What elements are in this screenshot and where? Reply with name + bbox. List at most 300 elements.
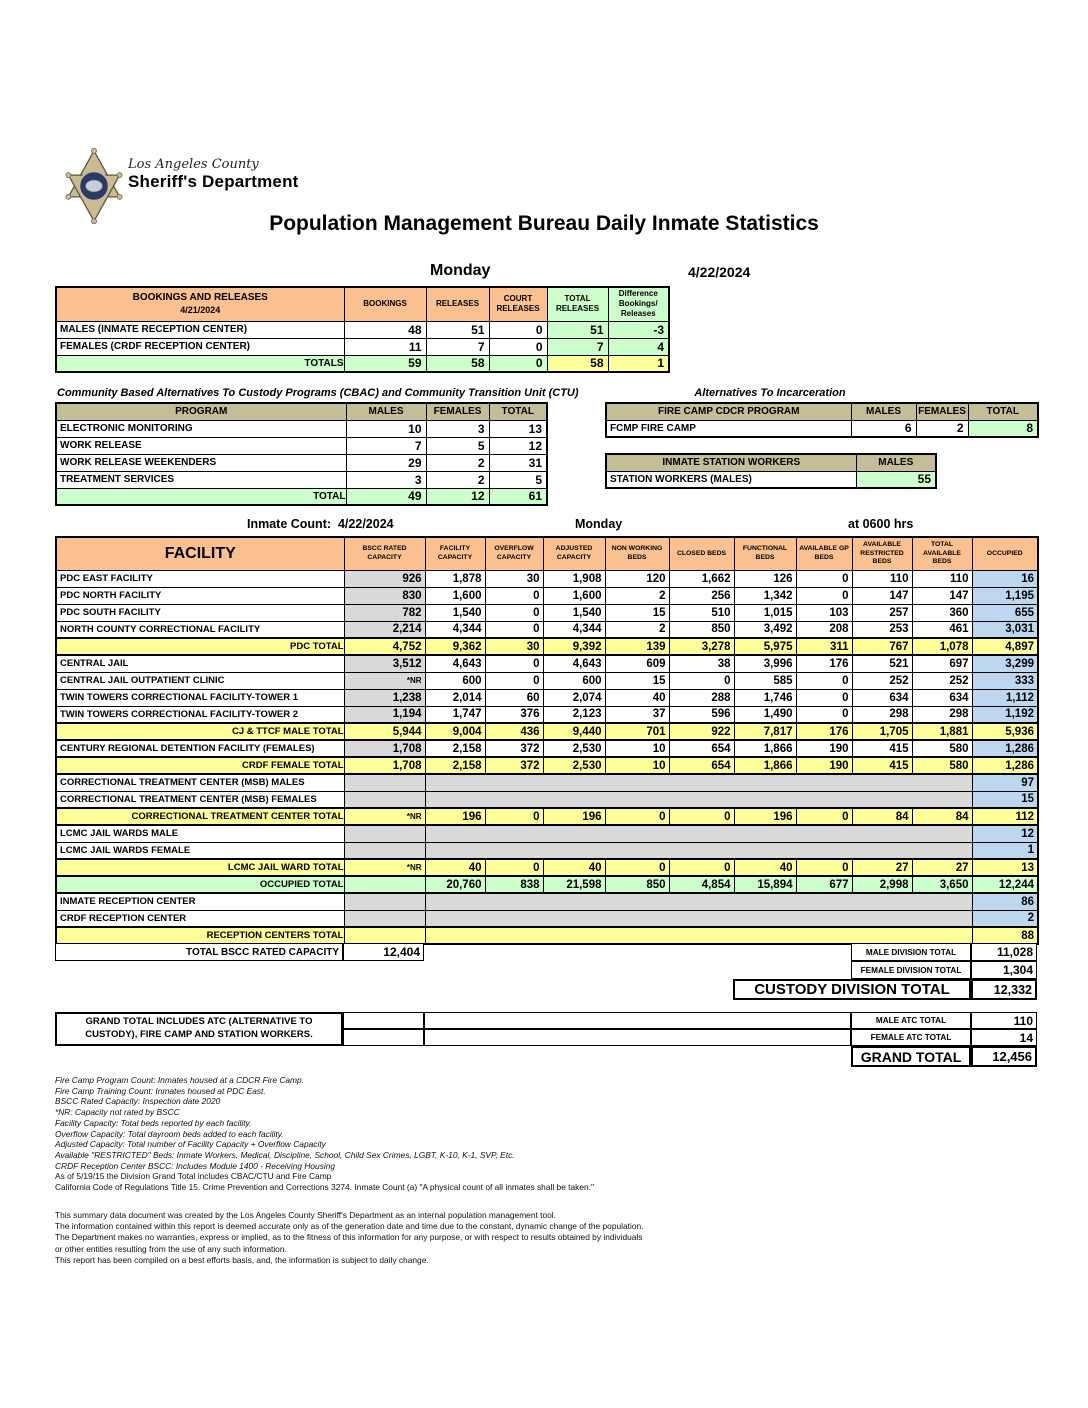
table-cell: 190 [796,757,852,774]
table-cell: 0 [796,570,852,587]
occupied-cell: 333 [972,672,1038,689]
row-label: TOTAL [56,488,346,505]
facility-row [56,842,1038,859]
station-workers-header-row [606,454,936,471]
table-cell [344,910,425,927]
table-cell: *NR [344,672,425,689]
table-cell: 110 [912,570,972,587]
table-cell: 1,078 [912,638,972,655]
footnote-line: BSCC Rated Capacity: Inspection date 2020 [55,1096,221,1107]
column-header: BSCC RATED CAPACITY [344,537,425,570]
row-label: FEMALE DIVISION TOTAL [851,961,971,979]
disclaimer-line: The information contained within this report is deemed accurate only as of the generation date and time due to the constant, dynamic change of the population. [55,1221,644,1232]
table-cell: 196 [543,808,605,825]
table-cell: 0 [489,338,547,355]
table-cell: 5,975 [734,638,796,655]
facility-row [56,791,1038,808]
table-cell: 0 [669,808,734,825]
cbac-row [56,471,547,488]
merged-cell [425,842,972,859]
male-division-total-value: 11,028 [971,943,1037,961]
facility-row [56,723,1038,740]
row-label: FEMALES (CRDF RECEPTION CENTER) [56,338,344,355]
table-cell: 20,760 [425,876,485,893]
occupied-cell: 5,936 [972,723,1038,740]
table-cell: 10 [605,757,669,774]
column-header: COURT RELEASES [489,287,547,321]
table-cell: 38 [669,655,734,672]
table-cell [344,825,425,842]
disclaimer-line: This summary data document was created by the Los Angeles County Sheriff's Department as an internal population management tool. [55,1210,556,1220]
facility-row [56,774,1038,791]
column-header: FUNCTIONAL BEDS [734,537,796,570]
facility-row [56,689,1038,706]
table-cell: 2 [916,420,968,437]
table-cell: 13 [489,420,547,437]
table-cell: 0 [796,672,852,689]
table-cell: 767 [852,638,912,655]
table-cell: 58 [426,355,489,372]
row-label: CORRECTIONAL TREATMENT CENTER TOTAL [56,808,344,825]
facility-row [56,808,1038,825]
footnote-line: As of 5/19/15 the Division Grand Total includes CBAC/CTU and Fire Camp [55,1171,332,1182]
row-label: RECEPTION CENTERS TOTAL [56,927,344,944]
table-cell: 40 [734,859,796,876]
column-header: TOTAL [968,403,1038,420]
footnotes-block [55,1075,594,1193]
column-header: Difference Bookings/ Releases [608,287,669,321]
table-cell: 2,530 [543,740,605,757]
row-label: CRDF RECEPTION CENTER [56,910,344,927]
occupied-cell: 88 [972,927,1038,944]
cbac-table [55,402,548,506]
row-label: PDC TOTAL [56,638,344,655]
table-cell: 0 [485,587,543,604]
table-cell: 1,708 [344,757,425,774]
table-cell: 21,598 [543,876,605,893]
table-cell: 0 [489,355,547,372]
column-header: ADJUSTED CAPACITY [543,537,605,570]
table-cell: 5,944 [344,723,425,740]
facility-row [56,740,1038,757]
cbac-row [56,437,547,454]
table-cell: 120 [605,570,669,587]
table-cell: 31 [489,454,547,471]
row-label: ELECTRONIC MONITORING [56,420,346,437]
row-label: TOTAL BSCC RATED CAPACITY [55,943,343,961]
table-cell: 257 [852,604,912,621]
table-cell: 4,752 [344,638,425,655]
row-label: CUSTODY DIVISION TOTAL [733,979,971,1000]
row-label: OCCUPIED TOTAL [56,876,344,893]
footnote-line: Available "RESTRICTED" Beds: Inmate Workers, Medical, Discipline, School, Child Sex Crimes, LGBT, K-10, K-1, SVP, Etc. [55,1149,515,1160]
custody-division-total-value: 12,332 [971,979,1037,1000]
table-cell: 2,998 [852,876,912,893]
logo-department-text: Sheriff's Department [128,172,299,191]
empty-cell [343,1029,424,1046]
column-header: OVERFLOW CAPACITY [485,537,543,570]
table-cell: 27 [912,859,972,876]
table-cell: 298 [912,706,972,723]
occupied-cell: 2 [972,910,1038,927]
table-cell: 3,650 [912,876,972,893]
facility-row [56,587,1038,604]
occupied-cell: 1,195 [972,587,1038,604]
table-cell: 372 [485,740,543,757]
row-label: TOTALS [56,355,344,372]
bookings-title-cell [56,287,344,321]
table-cell: 1,540 [543,604,605,621]
disclaimer-line: or other entities resulting from the use of any such information. [55,1243,287,1254]
facility-statistics-table [55,536,1039,945]
row-label: CORRECTIONAL TREATMENT CENTER (MSB) FEMALES [56,791,344,808]
table-cell: 15,894 [734,876,796,893]
row-label: CENTURY REGIONAL DETENTION FACILITY (FEMALES) [56,740,344,757]
row-label: FEMALE ATC TOTAL [851,1029,971,1046]
table-cell: 0 [796,859,852,876]
bookings-total-row [56,355,669,372]
table-cell: 37 [605,706,669,723]
table-cell: 2,123 [543,706,605,723]
grand-total-note-line1: GRAND TOTAL INCLUDES ATC (ALTERNATIVE TO [85,1016,313,1028]
occupied-cell: 12,244 [972,876,1038,893]
table-cell: 126 [734,570,796,587]
table-cell: 0 [485,672,543,689]
table-cell: 600 [543,672,605,689]
facility-row [56,927,1038,944]
table-cell: 585 [734,672,796,689]
footnote-line: California Code of Regulations Title 15. Crime Prevention and Corrections 3274. Inmate Count (a) "A physical count of all inmates shall be taken." [55,1182,594,1193]
footnote-line: Adjusted Capacity: Total number of Facility Capacity + Overflow Capacity [55,1139,326,1150]
merged-cell [425,791,972,808]
table-cell: 176 [796,723,852,740]
row-label: STATION WORKERS (MALES) [606,471,856,488]
table-cell: 288 [669,689,734,706]
occupied-cell: 12 [972,825,1038,842]
disclaimer-line: This report has been compiled on a best efforts basis, and, the information is subject to daily change. [55,1254,429,1265]
facility-row [56,706,1038,723]
table-cell: 634 [912,689,972,706]
table-cell: 48 [344,321,426,338]
table-cell: 1,342 [734,587,796,604]
facility-row [56,604,1038,621]
footnote-line: CRDF Reception Center BSCC: Includes Module 1400 - Receiving Housing [55,1160,336,1171]
column-header: FACILITY CAPACITY [425,537,485,570]
table-cell [344,791,425,808]
table-cell: 103 [796,604,852,621]
table-cell: 58 [547,355,608,372]
empty-cell [424,1029,851,1046]
row-label: FCMP FIRE CAMP [606,420,851,437]
table-cell: 5 [489,471,547,488]
table-cell: 1,881 [912,723,972,740]
table-cell: 110 [852,570,912,587]
male-division-total-row [851,943,1037,961]
table-cell: 1,878 [425,570,485,587]
table-cell: 2,014 [425,689,485,706]
table-cell: 252 [852,672,912,689]
column-header: BOOKINGS [344,287,426,321]
row-label: CORRECTIONAL TREATMENT CENTER (MSB) MALES [56,774,344,791]
facility-header-row [56,537,1038,570]
table-cell: 415 [852,757,912,774]
table-cell: 3,512 [344,655,425,672]
male-atc-total-row [851,1012,1037,1029]
table-cell: 521 [852,655,912,672]
occupied-cell: 97 [972,774,1038,791]
facility-row [56,638,1038,655]
table-cell: 6 [851,420,916,437]
table-cell: 376 [485,706,543,723]
row-label: CENTRAL JAIL [56,655,344,672]
table-cell: 4 [608,338,669,355]
table-cell: 436 [485,723,543,740]
facility-row [56,757,1038,774]
cbac-row [56,454,547,471]
table-cell [344,774,425,791]
column-header: AVAILABLE GP BEDS [796,537,852,570]
table-cell [344,893,425,910]
table-cell: 0 [605,808,669,825]
column-header: MALES [851,403,916,420]
table-cell: 4,643 [425,655,485,672]
table-cell: 3,996 [734,655,796,672]
column-header: RELEASES [426,287,489,321]
table-cell: 196 [425,808,485,825]
facility-row [56,859,1038,876]
female-division-total-row [851,961,1037,979]
facility-row [56,621,1038,638]
table-cell: 0 [796,689,852,706]
table-cell: 654 [669,757,734,774]
table-cell: 7 [346,437,426,454]
occupied-cell: 3,031 [972,621,1038,638]
table-cell: 838 [485,876,543,893]
table-cell: 1,194 [344,706,425,723]
table-cell: 40 [605,689,669,706]
table-cell: 1,908 [543,570,605,587]
row-label: CJ & TTCF MALE TOTAL [56,723,344,740]
bookings-row [56,338,669,355]
bscc-total-value: 12,404 [343,943,424,961]
table-cell: 9,004 [425,723,485,740]
table-cell: 252 [912,672,972,689]
table-cell: 10 [346,420,426,437]
table-cell: 850 [669,621,734,638]
table-cell: 0 [485,808,543,825]
fire-camp-table [605,402,1039,438]
table-cell: 926 [344,570,425,587]
fire-camp-header-row [606,403,1038,420]
bookings-row [56,321,669,338]
table-cell: 7,817 [734,723,796,740]
table-cell: 12 [489,437,547,454]
table-cell: 0 [669,859,734,876]
table-cell: 11 [344,338,426,355]
table-cell: 654 [669,740,734,757]
female-atc-total-row [851,1029,1037,1046]
report-day: Monday [430,262,491,279]
row-label: TWIN TOWERS CORRECTIONAL FACILITY-TOWER 1 [56,689,344,706]
occupied-cell: 1,286 [972,740,1038,757]
table-cell: 1,238 [344,689,425,706]
occupied-cell: 1,112 [972,689,1038,706]
inmate-count-time: at 0600 hrs [848,517,914,531]
table-cell: 311 [796,638,852,655]
column-header: INMATE STATION WORKERS [606,454,856,471]
empty-cell [424,1012,851,1029]
table-cell: 190 [796,740,852,757]
column-header: TOTAL [489,403,547,420]
table-cell: 634 [852,689,912,706]
custody-division-total-row [733,979,1037,1000]
bscc-total-row [55,943,424,961]
table-cell: 1,015 [734,604,796,621]
table-cell: 600 [425,672,485,689]
table-cell: 1,600 [543,587,605,604]
table-cell: 15 [605,672,669,689]
table-cell: 2 [426,454,489,471]
footnote-line: Fire Camp Program Count: Inmates housed at a CDCR Fire Camp. [55,1075,305,1085]
occupied-cell: 112 [972,808,1038,825]
table-cell: 677 [796,876,852,893]
report-date: 4/22/2024 [688,264,751,280]
table-cell: 461 [912,621,972,638]
facility-row [56,876,1038,893]
station-workers-row [606,471,936,488]
row-label: LCMC JAIL WARDS FEMALE [56,842,344,859]
table-cell: 4,643 [543,655,605,672]
table-cell: 60 [485,689,543,706]
inmate-count-day: Monday [575,517,623,531]
row-label: PDC NORTH FACILITY [56,587,344,604]
row-label: CRDF FEMALE TOTAL [56,757,344,774]
facility-row [56,910,1038,927]
column-header: FEMALES [916,403,968,420]
table-cell [344,842,425,859]
table-cell: 0 [669,672,734,689]
row-label: TREATMENT SERVICES [56,471,346,488]
table-cell: 12 [426,488,489,505]
bookings-date: 4/21/2024 [180,304,221,315]
column-header: FACILITY [56,537,344,570]
male-atc-total-value: 110 [971,1012,1037,1029]
grand-total-value: 12,456 [971,1046,1037,1067]
occupied-cell: 13 [972,859,1038,876]
table-cell: 372 [485,757,543,774]
table-cell: 2 [426,471,489,488]
grand-total-label: GRAND TOTAL [851,1046,971,1067]
table-cell: 360 [912,604,972,621]
grand-total-row [851,1046,1037,1067]
table-cell: 0 [796,587,852,604]
table-cell: 40 [425,859,485,876]
table-cell: 0 [485,621,543,638]
table-cell: 139 [605,638,669,655]
table-cell: 49 [346,488,426,505]
table-cell: 176 [796,655,852,672]
table-cell: 9,440 [543,723,605,740]
occupied-cell: 1,286 [972,757,1038,774]
table-cell: 850 [605,876,669,893]
merged-cell [425,825,972,842]
column-header: AVAILABLE RESTRICTED BEDS [852,537,912,570]
merged-cell [425,927,972,944]
disclaimer-block [55,1210,643,1266]
station-workers-table [605,453,937,489]
facility-row [56,893,1038,910]
table-cell: 1,746 [734,689,796,706]
table-cell: *NR [344,808,425,825]
cbac-header-row [56,403,547,420]
column-header: MALES [346,403,426,420]
table-cell [344,876,425,893]
inmate-count-label: Inmate Count: [247,517,332,531]
facility-row [56,825,1038,842]
column-header: NON WORKING BEDS [605,537,669,570]
table-cell: 61 [489,488,547,505]
table-cell: 84 [852,808,912,825]
ati-section-title: Alternatives To Incarceration [694,387,846,399]
bookings-header-row [56,287,669,321]
occupied-cell: 4,897 [972,638,1038,655]
table-cell: 2,158 [425,740,485,757]
table-cell: 1,662 [669,570,734,587]
table-cell: 2,158 [425,757,485,774]
cbac-row [56,420,547,437]
grand-spacer-row-1 [343,1012,851,1029]
footnote-line: Fire Camp Training Count: Inmates housed at PDC East. [55,1085,266,1096]
table-cell: 2 [605,621,669,638]
row-label: PDC EAST FACILITY [56,570,344,587]
table-cell: 510 [669,604,734,621]
column-header: FEMALES [426,403,489,420]
table-cell: 0 [485,859,543,876]
column-header: TOTAL AVAILABLE BEDS [912,537,972,570]
row-label: MALE DIVISION TOTAL [851,943,971,961]
logo-county-text: Los Angeles County [128,157,259,172]
grand-total-note [55,1012,343,1046]
table-cell: 15 [605,604,669,621]
cbac-total-row [56,488,547,505]
table-cell: 298 [852,706,912,723]
table-cell: 0 [489,321,547,338]
occupied-cell: 86 [972,893,1038,910]
row-label: MALES (INMATE RECEPTION CENTER) [56,321,344,338]
table-cell: 51 [547,321,608,338]
table-cell: 4,854 [669,876,734,893]
table-cell: 84 [912,808,972,825]
column-header: CLOSED BEDS [669,537,734,570]
table-cell: 3 [346,471,426,488]
table-cell: 922 [669,723,734,740]
female-atc-total-value: 14 [971,1029,1037,1046]
table-cell: 1 [608,355,669,372]
table-cell: 9,362 [425,638,485,655]
merged-cell [425,893,972,910]
table-cell: 2,530 [543,757,605,774]
female-division-total-value: 1,304 [971,961,1037,979]
table-cell [344,927,425,944]
occupied-cell: 655 [972,604,1038,621]
table-cell: 3,278 [669,638,734,655]
footnote-line: Overflow Capacity: Total dayroom beds added to each facility. [55,1128,284,1139]
table-cell: 1,490 [734,706,796,723]
row-label: LCMC JAIL WARDS MALE [56,825,344,842]
inmate-count-date: 4/22/2024 [337,517,394,531]
empty-cell [343,1012,424,1029]
row-label: MALE ATC TOTAL [851,1012,971,1029]
